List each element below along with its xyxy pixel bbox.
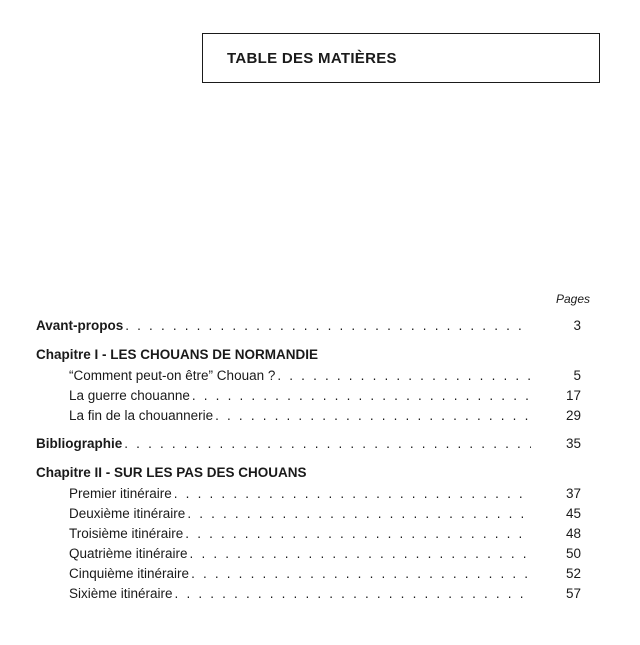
toc-chapter-heading-1[interactable]	[36, 347, 581, 368]
dot-leader	[215, 408, 531, 423]
toc-entry-avant-propos[interactable]	[36, 318, 581, 339]
toc-entry-deuxieme-itineraire[interactable]	[36, 506, 581, 526]
toc-chapter-heading-2[interactable]	[36, 465, 581, 486]
toc-entry-page: 3	[573, 318, 581, 333]
toc-entry-page: 35	[565, 436, 581, 451]
page-title: TABLE DES MATIÈRES	[227, 50, 397, 67]
toc-entry-page: 45	[565, 506, 581, 521]
toc-entry-cinquieme-itineraire[interactable]	[36, 566, 581, 586]
toc-entry-label: Premier itinéraire	[69, 486, 172, 501]
toc-entry-page: 37	[565, 486, 581, 501]
dot-leader	[187, 506, 531, 521]
toc-entry-label: Deuxième itinéraire	[69, 506, 186, 521]
toc-entry-label: “Comment peut-on être” Chouan ?	[69, 368, 276, 383]
toc-entry-label: La fin de la chouannerie	[69, 408, 214, 423]
toc-entry-page: 52	[565, 566, 581, 581]
toc-entry-la-fin-de-la-chouannerie[interactable]	[36, 408, 581, 428]
toc-entry-label: La guerre chouanne	[69, 388, 190, 403]
toc-entry-label: Cinquième itinéraire	[69, 566, 190, 581]
toc-entry-sixieme-itineraire[interactable]	[36, 586, 581, 606]
pages-column-label: Pages	[555, 292, 590, 306]
toc-entry-page: 57	[565, 586, 581, 601]
dot-leader	[192, 388, 531, 403]
dot-leader	[175, 586, 531, 601]
toc-entry-page: 50	[565, 546, 581, 561]
title-box	[202, 33, 600, 83]
toc-entry-premier-itineraire[interactable]	[36, 486, 581, 506]
toc-entry-troisieme-itineraire[interactable]	[36, 526, 581, 546]
toc-entry-label: Quatrième itinéraire	[69, 546, 188, 561]
dot-leader	[124, 436, 531, 451]
toc-entry-page: 29	[565, 408, 581, 423]
toc-entry-bibliographie[interactable]	[36, 436, 581, 457]
dot-leader	[277, 368, 531, 383]
toc-entry-la-guerre-chouanne[interactable]	[36, 388, 581, 408]
toc-entry-label: Avant-propos	[36, 318, 124, 333]
dot-leader	[190, 546, 531, 561]
toc-chapter-label: Chapitre I - LES CHOUANS DE NORMANDIE	[36, 347, 319, 362]
toc-chapter-label: Chapitre II - SUR LES PAS DES CHOUANS	[36, 465, 307, 480]
toc-entry-quatrieme-itineraire[interactable]	[36, 546, 581, 566]
toc-entry-page: 5	[573, 368, 581, 383]
dot-leader	[185, 526, 531, 541]
dot-leader	[125, 318, 531, 333]
table-of-contents	[36, 318, 581, 606]
toc-entry-page: 48	[565, 526, 581, 541]
toc-entry-label: Bibliographie	[36, 436, 123, 451]
dot-leader	[191, 566, 531, 581]
toc-entry-page: 17	[565, 388, 581, 403]
dot-leader	[174, 486, 531, 501]
toc-entry-comment-peut-on-etre-chouan[interactable]	[36, 368, 581, 388]
toc-entry-label: Troisième itinéraire	[69, 526, 184, 541]
toc-entry-label: Sixième itinéraire	[69, 586, 173, 601]
